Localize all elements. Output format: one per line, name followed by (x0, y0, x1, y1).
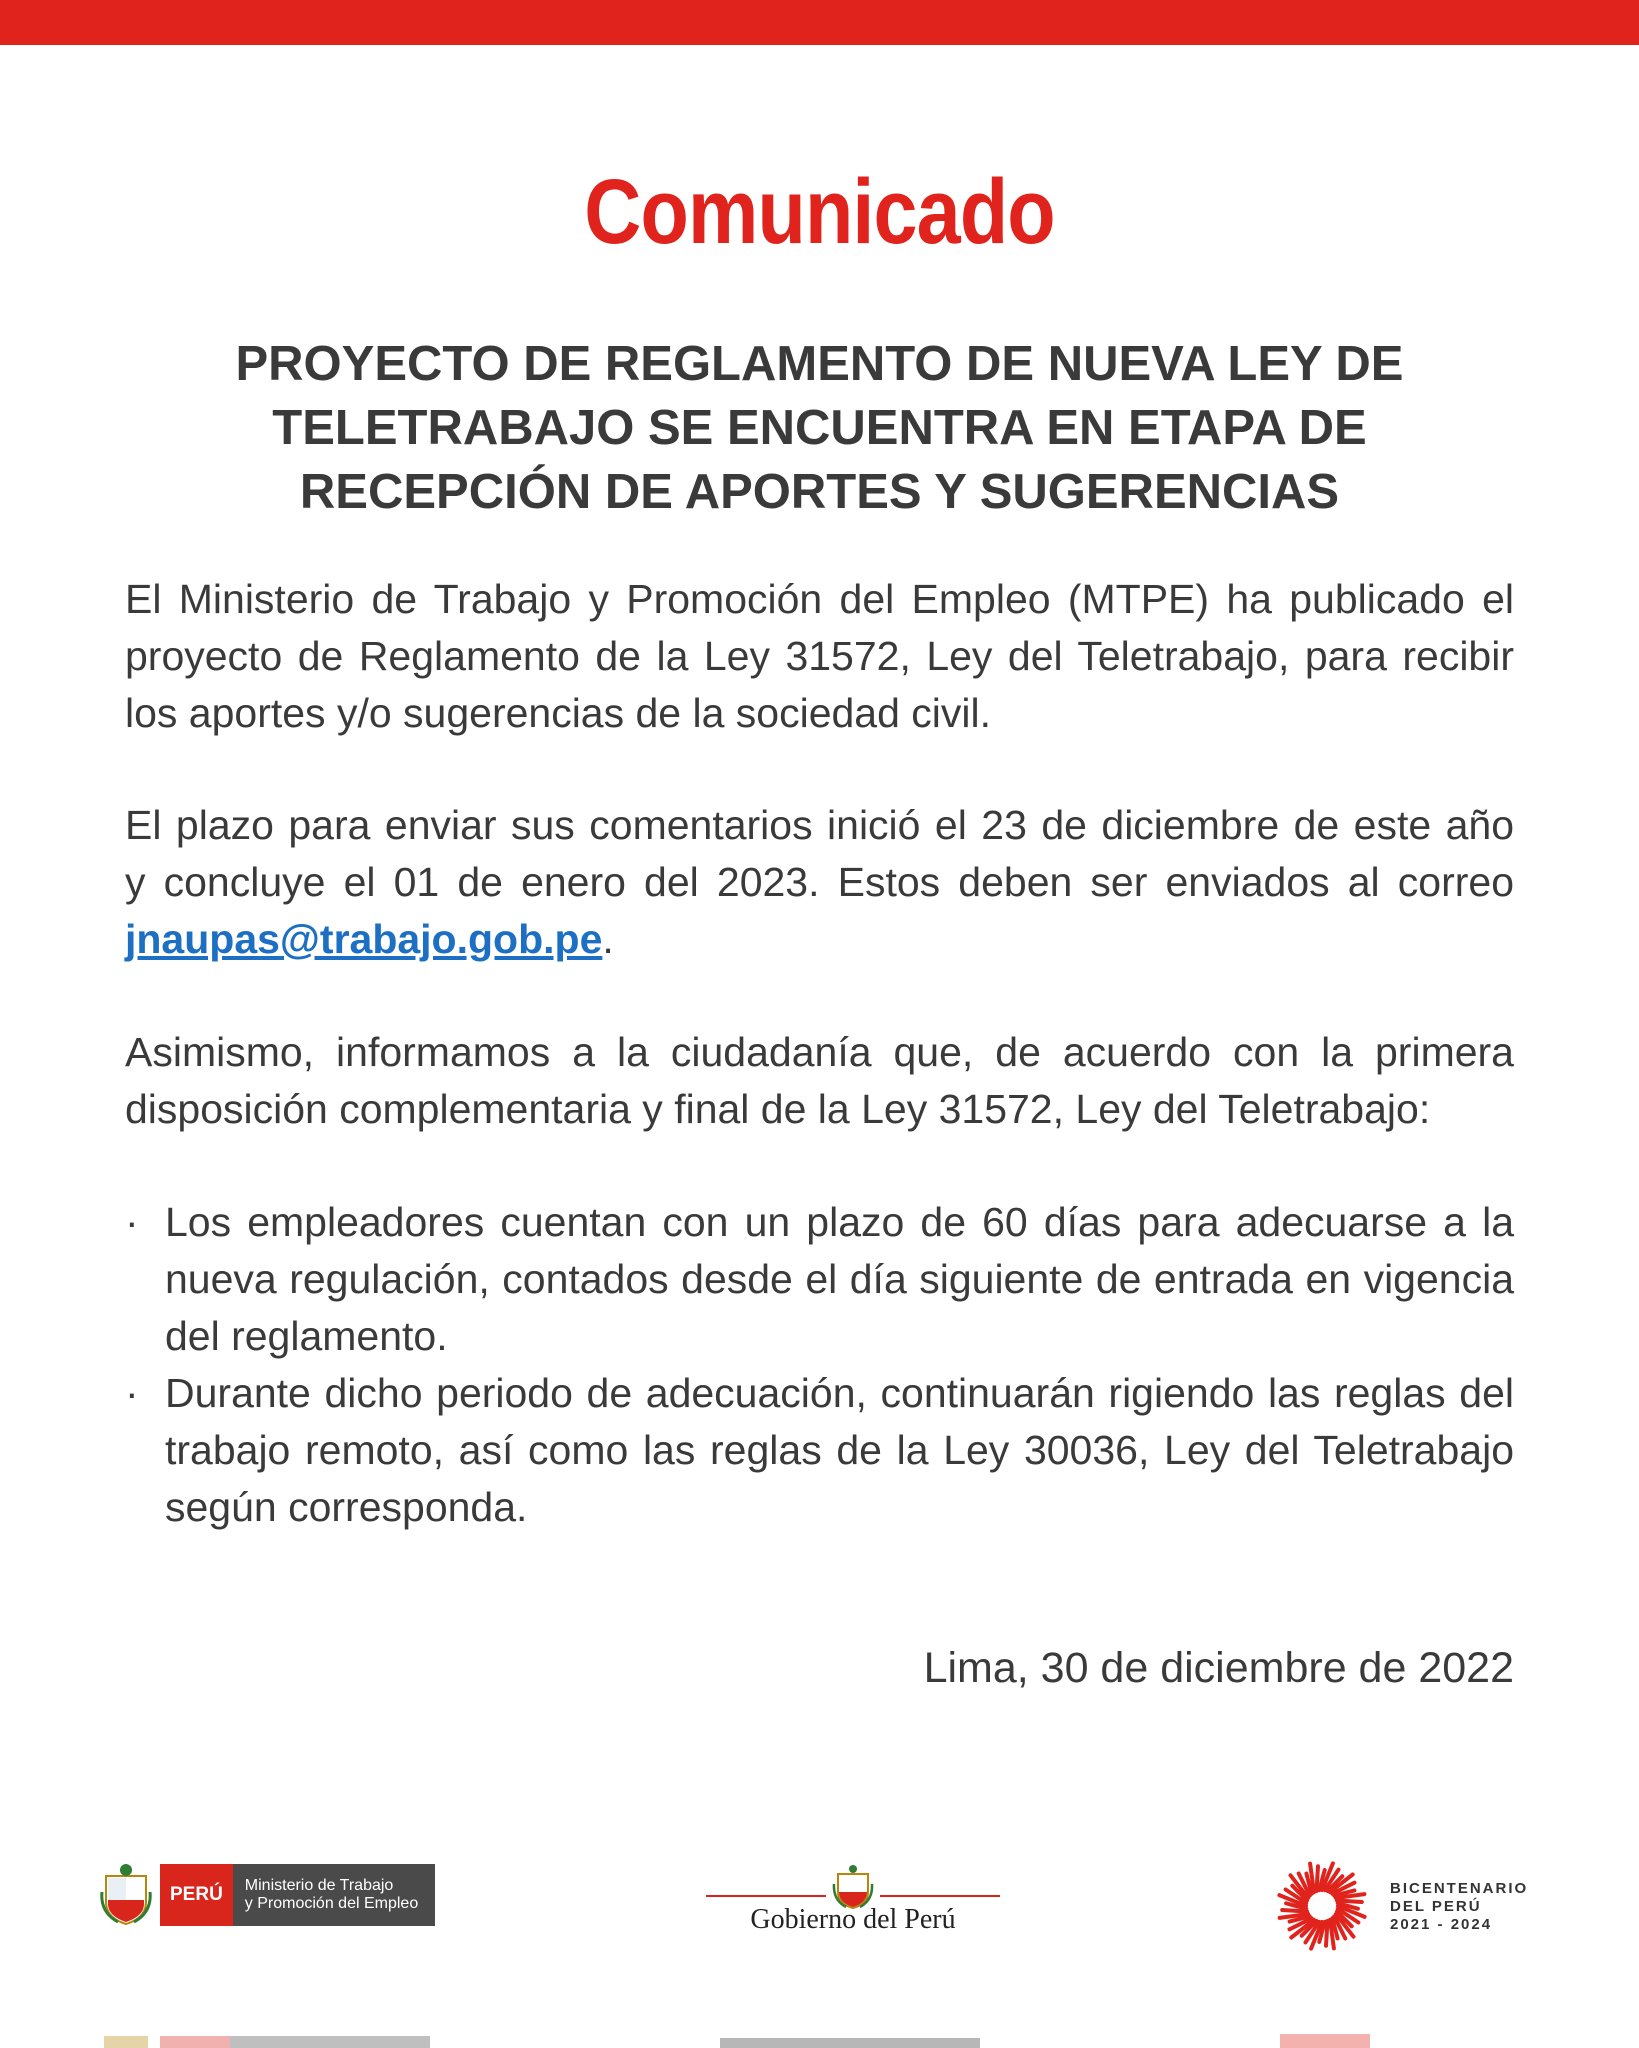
bicentenario-logo (1270, 1856, 1550, 1956)
footer-ghost-strip (0, 2028, 1639, 2048)
gobierno-logo (706, 1862, 1000, 1942)
paragraph-line: El plazo para enviar sus comentarios inició el 23 de diciembre de este año (125, 802, 1514, 848)
bullet-icon: · (125, 1370, 139, 1416)
email-suffix: . (602, 916, 614, 962)
list-item-line: Los empleadores cuentan con un plazo de 60 días para adecuarse a la (165, 1199, 1514, 1245)
list-item-line: del reglamento. (165, 1313, 448, 1359)
mtpe-name-line: Ministerio de Trabajo (244, 1877, 394, 1894)
bicentenario-line: DEL PERÚ (1390, 1898, 1482, 1915)
page-title: Comunicado (584, 161, 1055, 263)
paragraph-deadline (125, 797, 1514, 968)
email-link[interactable]: jnaupas@trabajo.gob.pe (125, 916, 603, 962)
headline-line: RECEPCIÓN DE APORTES Y SUGERENCIAS (299, 465, 1340, 519)
paragraph-line: proyecto de Reglamento de la Ley 31572, Ley del Teletrabajo, para recibir (125, 633, 1514, 679)
headline-line: PROYECTO DE REGLAMENTO DE NUEVA LEY DE (235, 337, 1404, 391)
paragraph-line: y concluye el 01 de enero del 2023. Estos deben ser enviados al correo (125, 859, 1514, 905)
list-item-line: Durante dicho periodo de adecuación, continuarán rigiendo las reglas del (165, 1370, 1514, 1416)
mtpe-name-box (233, 1864, 435, 1926)
bullet-icon: · (125, 1199, 139, 1245)
bicentenario-emblem-icon (1270, 1856, 1374, 1956)
gobierno-divider-left (706, 1895, 826, 1897)
bicentenario-text (1390, 1880, 1528, 1934)
paragraph-line: disposición complementaria y final de la Ley 31572, Ley del Teletrabajo: (125, 1086, 1431, 1132)
list-item (125, 1365, 1514, 1536)
gobierno-label: Gobierno del Perú (750, 1904, 956, 1935)
list-item-line: nueva regulación, contados desde el día siguiente de entrada en vigencia (165, 1256, 1514, 1302)
paragraph-disposition (125, 1024, 1514, 1138)
mtpe-logo (100, 1862, 435, 1928)
coat-of-arms-icon (100, 1862, 152, 1928)
emblem-ray (1317, 1866, 1319, 1891)
email-line (125, 911, 1514, 968)
bicentenario-line: BICENTENARIO (1390, 1880, 1529, 1897)
headline (150, 332, 1489, 524)
mtpe-name-line: y Promoción del Empleo (244, 1895, 419, 1912)
emblem-ray (1337, 1901, 1362, 1903)
emblem-ray (1282, 1910, 1307, 1912)
paragraph-announcement (125, 571, 1514, 742)
bicentenario-line: 2021 - 2024 (1390, 1916, 1493, 1933)
list-item (125, 1194, 1514, 1365)
list-item-line: según corresponda. (165, 1484, 528, 1530)
paragraph-line: Asimismo, informamos a la ciudadanía que, de acuerdo con la primera (125, 1029, 1514, 1075)
gobierno-divider-right (880, 1895, 1000, 1897)
list-item-line: trabajo remoto, así como las reglas de la Ley 30036, Ley del Teletrabajo (165, 1427, 1514, 1473)
paragraph-line: El Ministerio de Trabajo y Promoción del Empleo (MTPE) ha publicado el (125, 576, 1514, 622)
bullet-list (125, 1194, 1514, 1536)
mtpe-peru-label: PERÚ (160, 1864, 233, 1926)
top-accent-bar (0, 0, 1639, 45)
emblem-ray (1326, 1921, 1328, 1946)
paragraph-line: los aportes y/o sugerencias de la sociedad civil. (125, 690, 992, 736)
date-signature: Lima, 30 de diciembre de 2022 (923, 1644, 1514, 1692)
headline-line: TELETRABAJO SE ENCUENTRA EN ETAPA DE (272, 401, 1367, 455)
